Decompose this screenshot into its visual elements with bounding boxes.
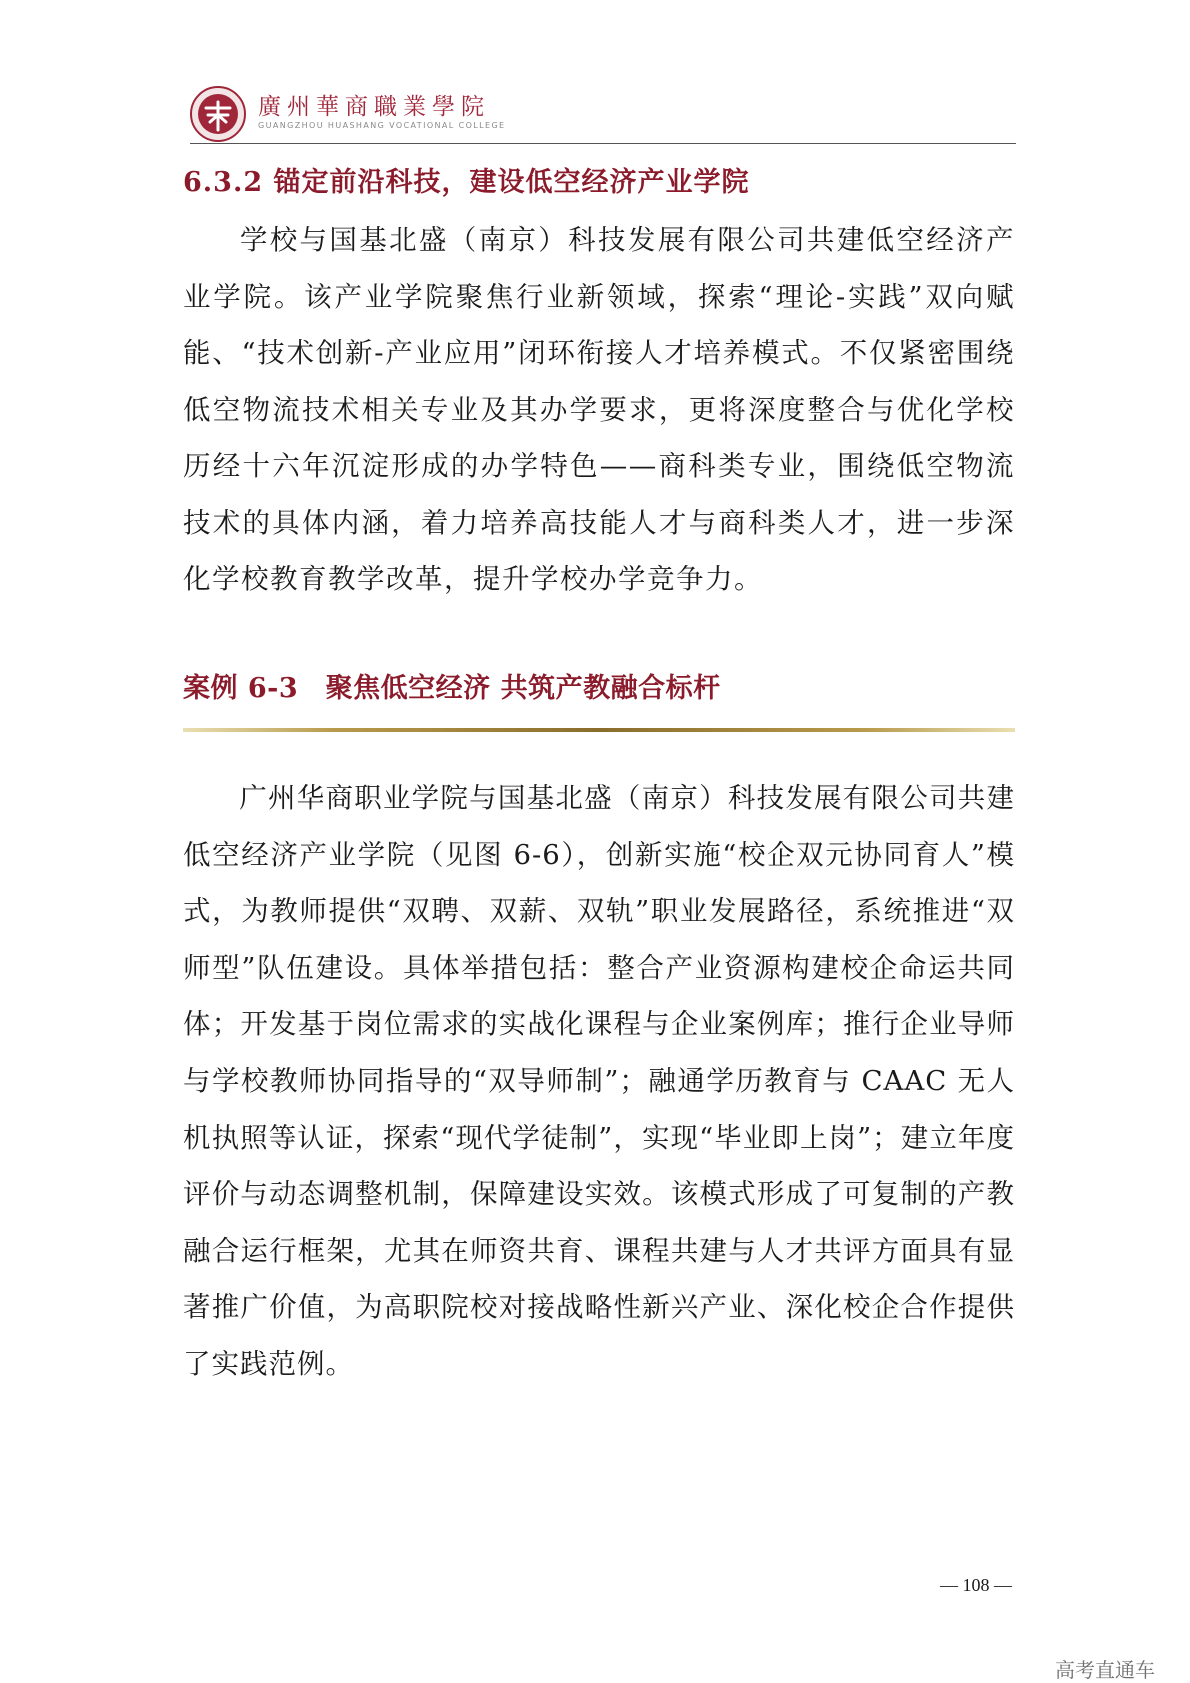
page-number: — 108 — xyxy=(940,1575,1012,1595)
section-paragraph-text: 学校与国基北盛（南京）科技发展有限公司共建低空经济产业学院。该产业学院聚焦行业新领域，探索“理论-实践”双向赋能、“技术创新-产业应用”闭环衔接人才培养模式。不仅紧密围绕低空物流技术相关专业及其办学要求，更将深度整合与优化学校历经十六年沉淀形成的办学特色——商科类专业，围绕低空物流技术的具体内涵，着力培养高技能人才与商科类人才，进一步深化学校教育教学改革，提升学校办学竞争力。 xyxy=(183,224,1015,595)
watermark: 高考直通车 xyxy=(1055,1658,1155,1682)
school-name-cn: 廣州華商職業學院 xyxy=(258,94,490,120)
header-divider xyxy=(190,143,1016,144)
case-divider xyxy=(183,728,1015,732)
section-title: 6.3.2 锚定前沿科技，建设低空经济产业学院 xyxy=(183,167,750,198)
case-paragraph xyxy=(183,770,1015,1393)
college-logo-icon xyxy=(190,86,246,142)
case-paragraph-text: 广州华商职业学院与国基北盛（南京）科技发展有限公司共建低空经济产业学院（见图 6-6），创新实施“校企双元协同育人”模式，为教师提供“双聘、双薪、双轨”职业发展路径，系统推进“双师型”队伍建设。具体举措包括：整合产业资源构建校企命运共同体；开发基于岗位需求的实战化课程与企业案例库；推行企业导师与学校教师协同指导的“双导师制”；融通学历教育与 CAAC 无人机执照等认证，探索“现代学徒制”，实现“毕业即上岗”；建立年度评价与动态调整机制，保障建设实效。该模式形成了可复制的产教融合运行框架，尤其在师资共育、课程共建与人才共评方面具有显著推广价值，为高职院校对接战略性新兴产业、深化校企合作提供了实践范例。 xyxy=(183,782,1015,1380)
page-header xyxy=(190,78,1016,143)
section-paragraph xyxy=(183,212,1015,608)
case-title: 案例 6-3 聚焦低空经济 共筑产教融合标杆 xyxy=(183,673,721,704)
school-name-en: GUANGZHOU HUASHANG VOCATIONAL COLLEGE xyxy=(258,121,506,130)
